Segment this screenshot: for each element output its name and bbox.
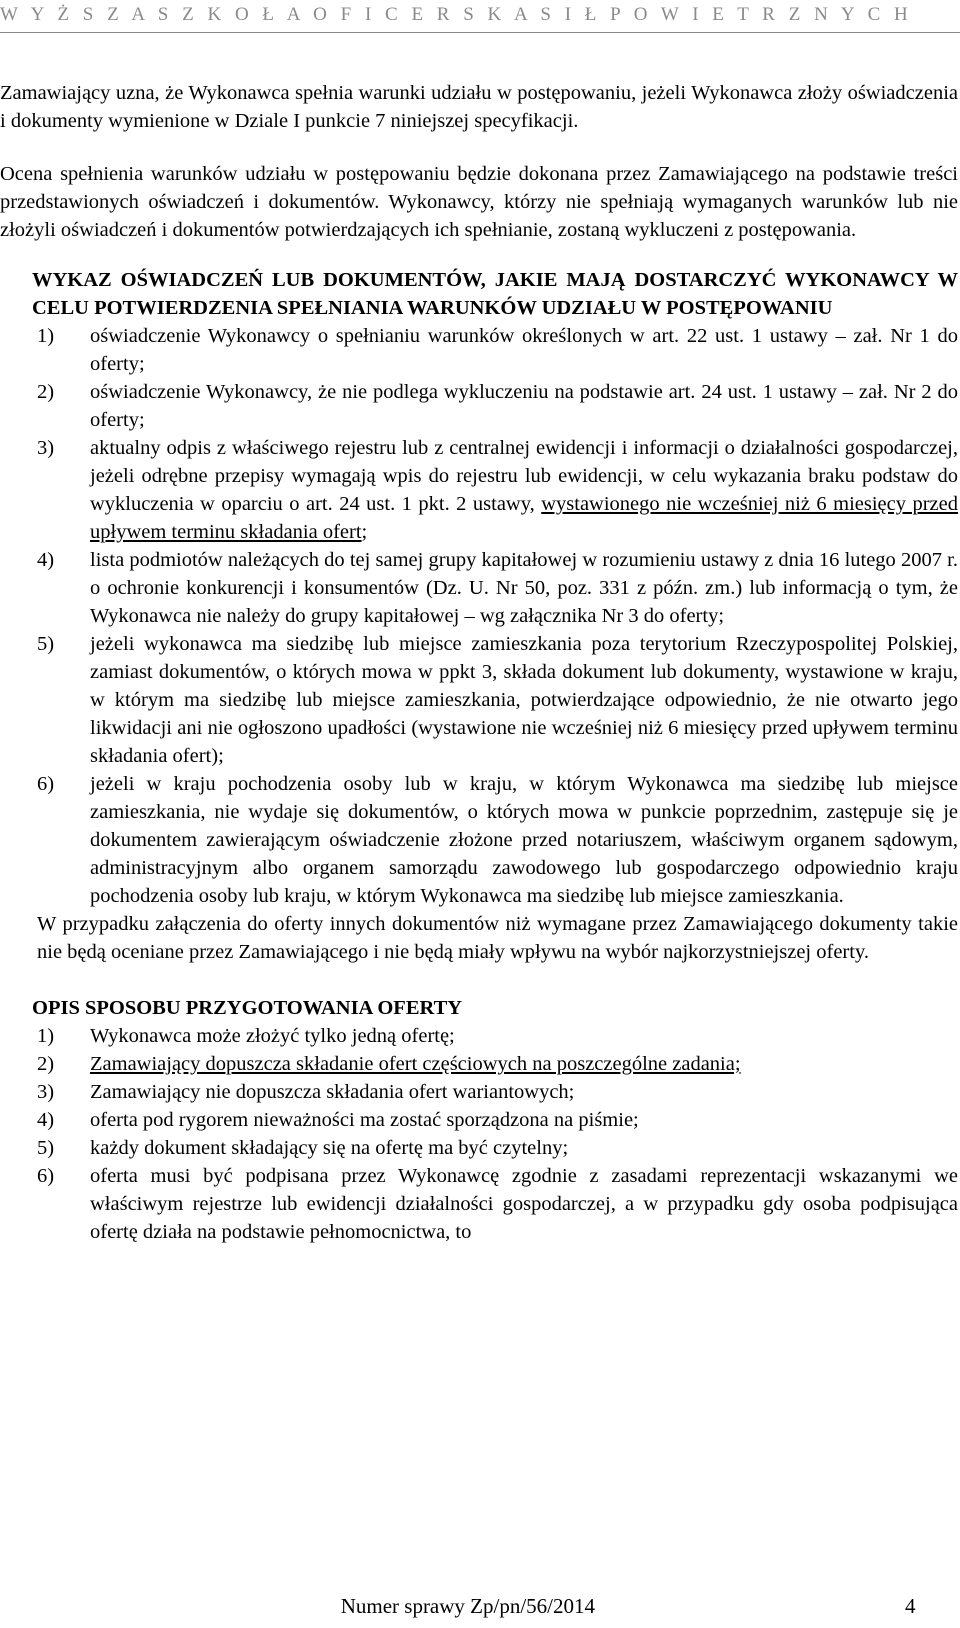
list-item: [0, 1078, 958, 1106]
list-item-number: 1): [37, 325, 55, 347]
section-8-heading: [0, 994, 958, 1022]
list-item-text: jeżeli w kraju pochodzenia osoby lub w kraju, w którym Wykonawca ma siedzibę lub miejsce zamieszkania, nie wydaje się dokumentów, o których mowa w punkcie poprzednim, zastępuje się je dokumentem zawierającym oświadczenie złożone przed notariuszem, właściwym organem sądowym, administracyjnym albo organem samorządu zawodowego lub gospodarczego odpowiednio kraju pochodzenia osoby lub kraju, w którym Wykonawca ma siedzibę lub miejsce zamieszkania.: [90, 773, 958, 907]
section-7-title: WYKAZ OŚWIADCZEŃ LUB DOKUMENTÓW, JAKIE MAJĄ DOSTARCZYĆ WYKONAWCY W CELU POTWIERDZENIA SPEŁNIANIA WARUNKÓW UDZIAŁU W POSTĘPOWANIU: [32, 269, 958, 319]
list-item: [0, 630, 958, 770]
list-item: [0, 1022, 958, 1050]
list-item-text: lista podmiotów należących do tej samej grupy kapitałowej w rozumieniu ustawy z dnia 16 lutego 2007 r. o ochronie konkurencji i konsumentów (Dz. U. Nr 50, poz. 331 z późn. zm.) lub informacją o tym, że Wykonawca nie należy do grupy kapitałowej – wg załącznika Nr 3 do oferty;: [90, 549, 958, 627]
section-7-closing: W przypadku załączenia do oferty innych dokumentów niż wymagane przez Zamawiającego dokumenty takie nie będą oceniane przez Zamawiającego i nie będą miały wpływu na wybór najkorzystniejszej oferty.: [37, 913, 958, 963]
header-divider: [0, 32, 960, 33]
list-item: [0, 1134, 958, 1162]
list-item: [0, 546, 958, 630]
document-body: [0, 79, 958, 1246]
list-item-text: aktualny odpis z właściwego rejestru lub z centralnej ewidencji i informacji o działalności gospodarczej, jeżeli odrębne przepisy wymagają wpis do rejestru lub ewidencji, w celu wykazania braku podstaw do wykluczenia w oparciu o art. 24 ust. 1 pkt. 2 ustawy,: [90, 437, 958, 515]
list-item-tail: ;: [361, 521, 368, 543]
list-item-number: 2): [37, 381, 55, 403]
case-number: Numer sprawy Zp/pn/56/2014: [340, 1594, 595, 1618]
list-item-underlined-text: Zamawiający dopuszcza składanie ofert częściowych na poszczególne zadania;: [90, 1053, 741, 1075]
intro-paragraph-2: Ocena spełnienia warunków udziału w postępowaniu będzie dokonana przez Zamawiającego na podstawie treści przedstawionych oświadczeń i dokumentów. Wykonawcy, którzy nie spełniają wymaganych warunków lub nie złożyli oświadczeń i dokumentów potwierdzających ich spełnianie, zostaną wykluczeni z postępowania.: [0, 163, 958, 241]
section-7-heading: [0, 266, 958, 322]
list-item-text: Zamawiający nie dopuszcza składania ofert wariantowych;: [90, 1081, 575, 1103]
list-item-number: 1): [37, 1025, 55, 1047]
list-item-number: 3): [37, 437, 55, 459]
list-item: [0, 1162, 958, 1246]
list-item-number: 2): [37, 1053, 55, 1075]
list-item: [0, 1106, 958, 1134]
list-item-text: oferta pod rygorem nieważności ma zostać sporządzona na piśmie;: [90, 1109, 639, 1131]
section-7-number: [0, 266, 32, 294]
list-item-number: 6): [37, 773, 55, 795]
list-item-number: 4): [37, 549, 55, 571]
list-item: [0, 322, 958, 378]
list-item-text: każdy dokument składający się na ofertę ma być czytelny;: [90, 1137, 569, 1159]
page-footer: [0, 1590, 960, 1624]
list-item-number: 5): [37, 633, 55, 655]
section-8-list: [0, 1022, 958, 1246]
list-item-text: oferta musi być podpisana przez Wykonawcę zgodnie z zasadami reprezentacji wskazanymi we właściwym rejestrze lub ewidencji działalności gospodarczej, a w przypadku gdy osoba podpisująca ofertę działa na podstawie pełnomocnictwa, to: [90, 1165, 958, 1243]
list-item-text: Wykonawca może złożyć tylko jedną ofertę;: [90, 1025, 455, 1047]
list-item-number: 5): [37, 1137, 55, 1159]
section-8-number: [0, 994, 32, 1022]
list-item: [0, 378, 958, 434]
page-header: [0, 2, 960, 36]
list-item: [0, 770, 958, 910]
list-item-text: oświadczenie Wykonawcy, że nie podlega wykluczeniu na podstawie art. 24 ust. 1 ustawy – zał. Nr 2 do oferty;: [90, 381, 958, 431]
list-item: [0, 434, 958, 546]
list-item-underlined-text: wystawionego nie wcześniej niż 6 miesięcy przed upływem terminu składania ofert: [90, 493, 958, 543]
list-item-text: jeżeli wykonawca ma siedzibę lub miejsce zamieszkania poza terytorium Rzeczypospolitej Polskiej, zamiast dokumentów, o których mowa w ppkt 3, składa dokument lub dokumenty, wystawione w kraju, w którym ma siedzibę lub miejsce zamieszkania, potwierdzające odpowiednio, że nie otwarto jego likwidacji ani nie ogłoszono upadłości (wystawione nie wcześniej niż 6 miesięcy przed upływem terminu składania ofert);: [90, 633, 958, 767]
header-title: W Y Ż S Z A S Z K O Ł A O F I C E R S K A S I Ł P O W I E T R Z N Y C H: [0, 4, 913, 25]
section-7-list: [0, 322, 958, 910]
list-item-number: 4): [37, 1109, 55, 1131]
page-number: 4: [905, 1594, 916, 1618]
intro-paragraph-1: Zamawiający uzna, że Wykonawca spełnia warunki udziału w postępowaniu, jeżeli Wykonawca złoży oświadczenia i dokumenty wymienione w Dziale I punkcie 7 niniejszej specyfikacji.: [0, 82, 958, 132]
list-item-text: oświadczenie Wykonawcy o spełnianiu warunków określonych w art. 22 ust. 1 ustawy – zał. Nr 1 do oferty;: [90, 325, 958, 375]
section-8-title: OPIS SPOSOBU PRZYGOTOWANIA OFERTY: [32, 997, 463, 1019]
list-item-number: 3): [37, 1081, 55, 1103]
list-item: [0, 1050, 958, 1078]
list-item-number: 6): [37, 1165, 55, 1187]
